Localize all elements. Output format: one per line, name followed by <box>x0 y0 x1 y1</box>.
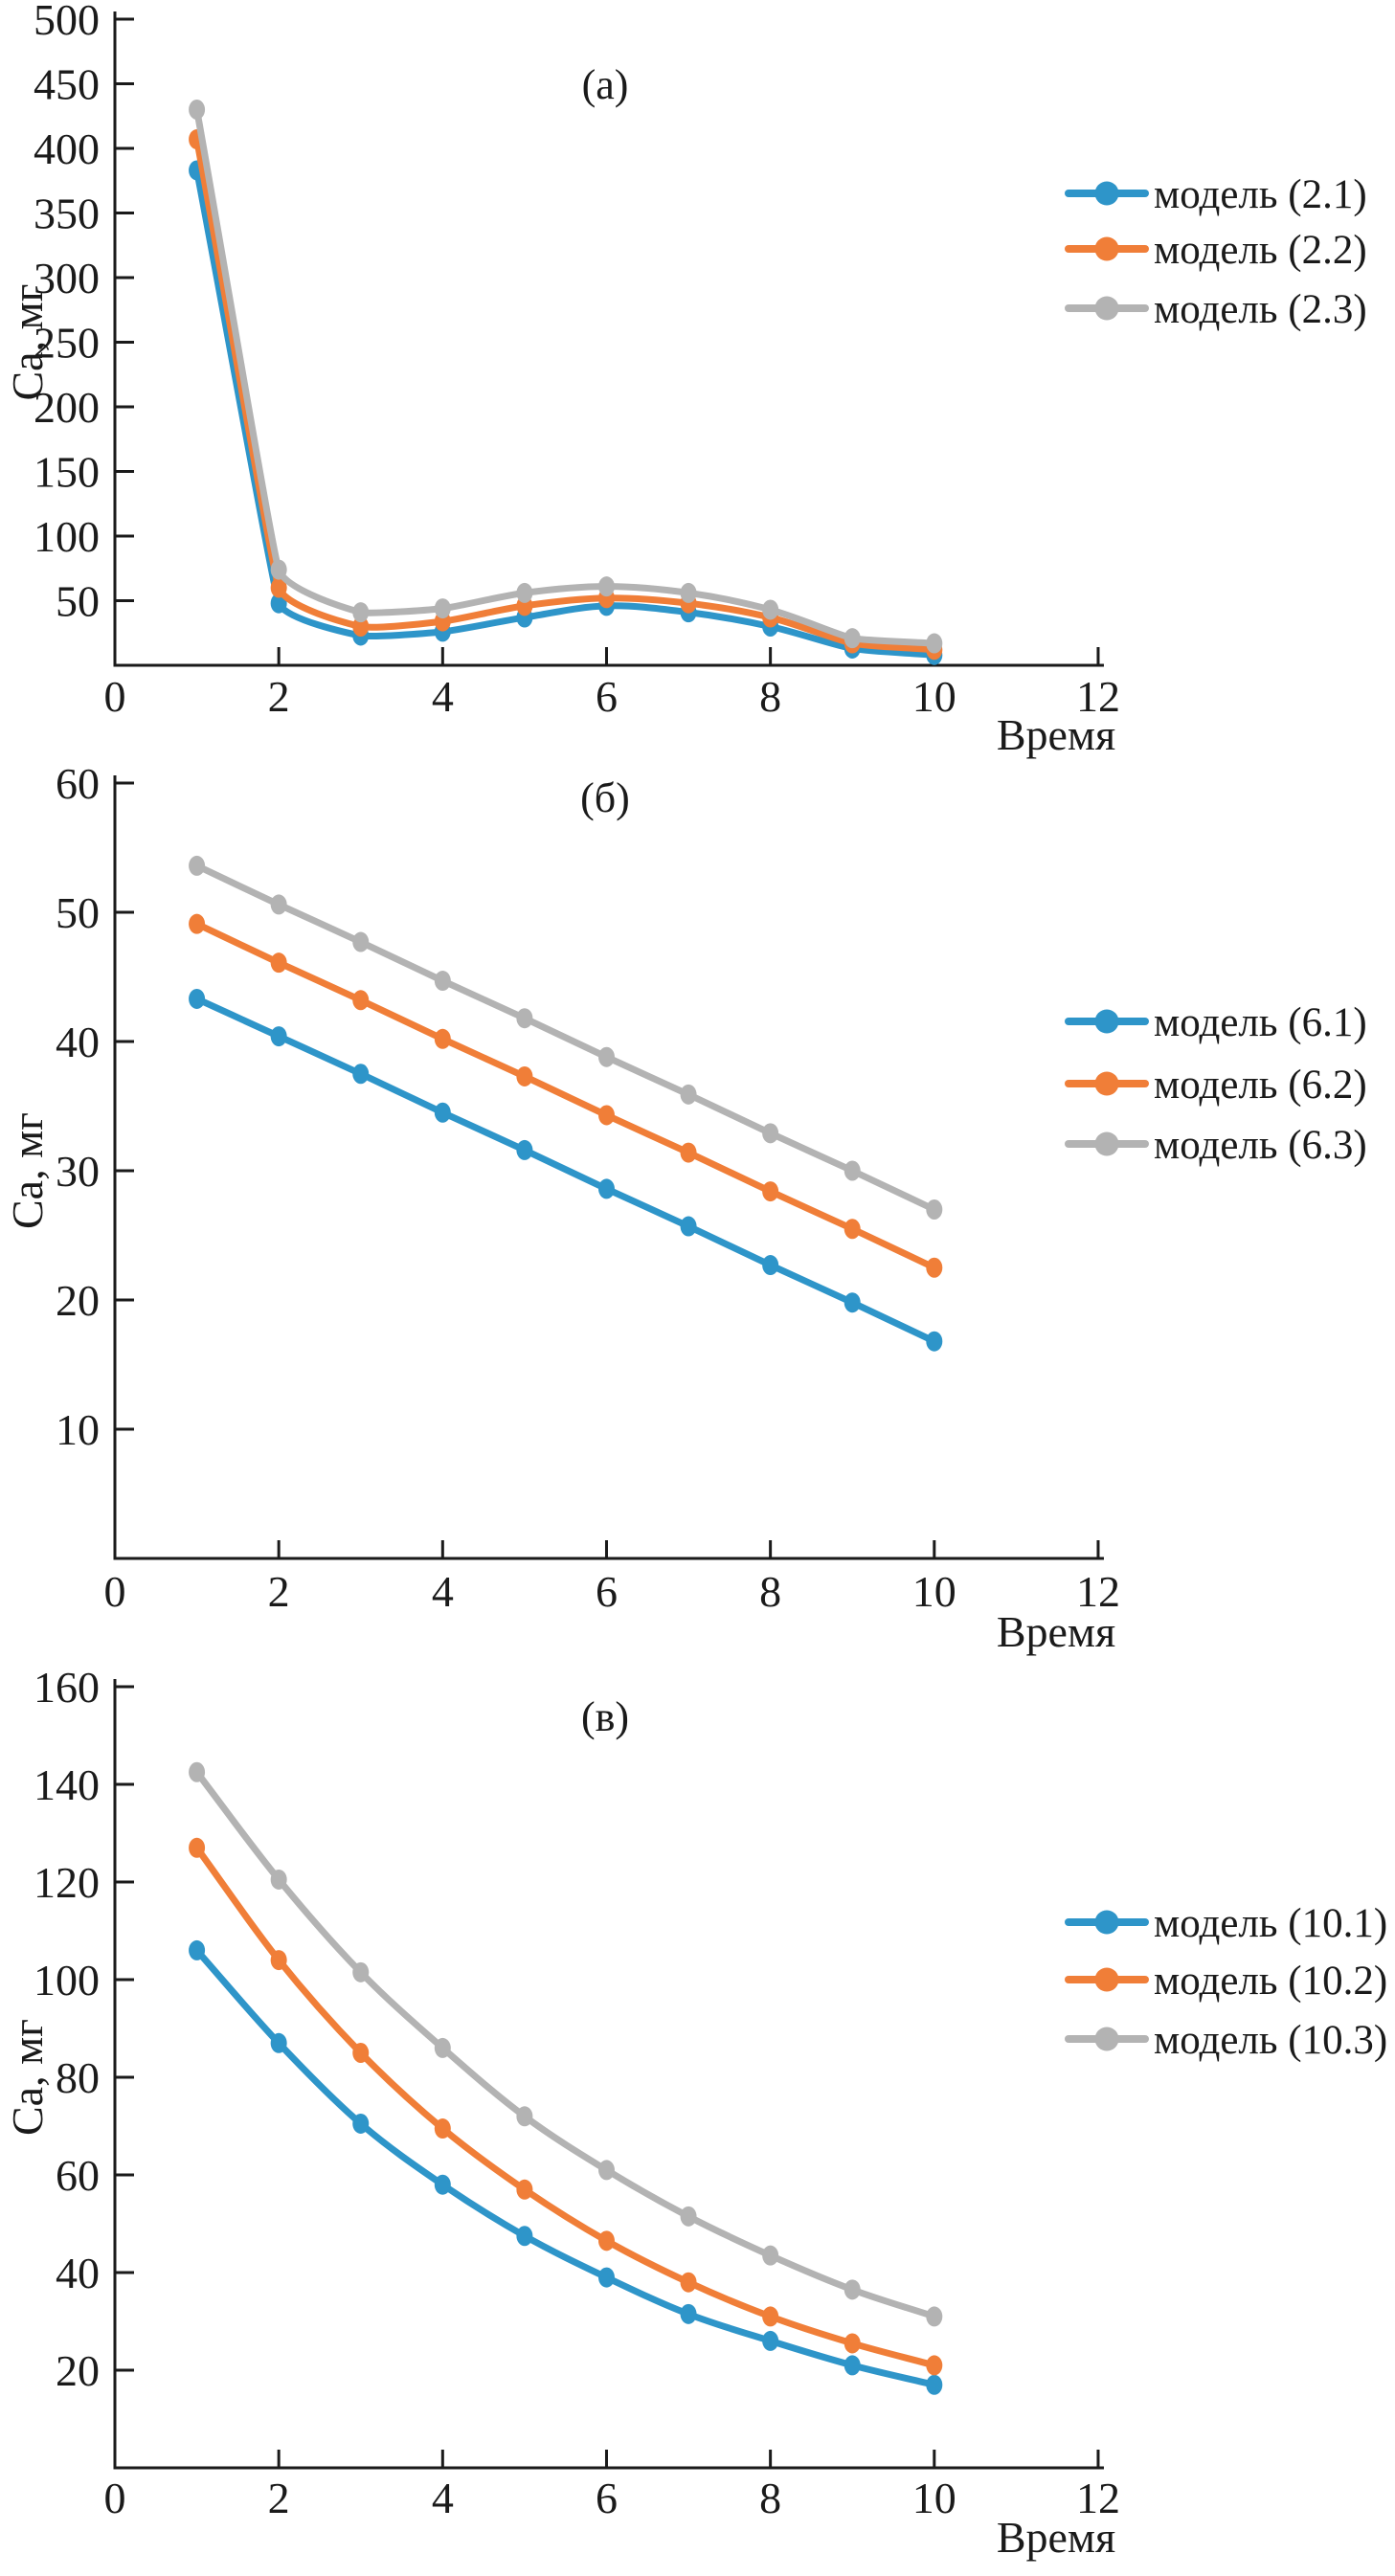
data-point <box>516 583 532 603</box>
data-point <box>189 856 205 876</box>
x-axis-tick-label: 6 <box>595 672 618 721</box>
panel-b-chart <box>0 766 1395 1656</box>
panel-b <box>0 766 1395 1656</box>
data-point <box>681 1143 697 1163</box>
data-point <box>926 634 942 654</box>
data-point <box>598 1105 615 1125</box>
data-point <box>271 1026 287 1046</box>
data-point <box>844 1219 861 1239</box>
data-point <box>435 598 451 618</box>
data-point <box>844 1292 861 1312</box>
y-axis-tick-label: 140 <box>34 1760 100 1810</box>
data-point <box>435 1029 451 1049</box>
y-axis-tick-label: 120 <box>34 1858 100 1908</box>
data-point <box>435 2038 451 2058</box>
series-line <box>197 170 934 655</box>
data-point <box>598 2268 615 2288</box>
data-point <box>598 1178 615 1198</box>
data-point <box>598 1047 615 1067</box>
data-point <box>189 914 205 934</box>
data-point <box>762 599 778 619</box>
x-axis-tick-label: 6 <box>595 2474 618 2522</box>
axes <box>115 775 1104 1558</box>
data-point <box>926 2375 942 2395</box>
x-axis-title: Время <box>996 710 1116 759</box>
panel-v-chart <box>0 1656 1395 2576</box>
x-axis-tick-label: 2 <box>267 2474 290 2522</box>
data-point <box>844 2333 861 2353</box>
data-point <box>926 1332 942 1352</box>
x-axis-tick-label: 8 <box>759 2474 782 2522</box>
data-point <box>598 576 615 596</box>
data-point <box>352 602 369 622</box>
data-point <box>271 1870 287 1890</box>
data-point <box>844 1161 861 1181</box>
y-axis-tick-label: 40 <box>56 1018 100 1067</box>
legend-marker-dot <box>1095 237 1119 261</box>
data-point <box>762 1123 778 1143</box>
y-axis-title: Са, мг <box>3 2018 52 2137</box>
data-point <box>271 1950 287 1970</box>
legend-marker-dot <box>1095 1911 1119 1935</box>
y-axis-tick-label: 100 <box>34 512 100 562</box>
legend-label: модель (6.3) <box>1154 1123 1367 1169</box>
x-axis-tick-label: 6 <box>595 1567 618 1616</box>
legend-marker-dot <box>1095 1010 1119 1034</box>
data-point <box>435 971 451 991</box>
panel-letter: (б) <box>580 774 630 821</box>
data-point <box>516 1008 532 1028</box>
data-point <box>189 100 205 120</box>
y-axis-tick-label: 50 <box>56 576 100 626</box>
x-axis-tick-label: 12 <box>1075 2474 1120 2522</box>
panel-letter: (а) <box>581 61 629 108</box>
y-axis-tick-label: 200 <box>34 383 100 433</box>
data-point <box>516 1066 532 1086</box>
y-axis-tick-label: 30 <box>56 1147 100 1197</box>
data-point <box>598 2160 615 2180</box>
data-point <box>926 2355 942 2375</box>
x-axis-tick-label: 0 <box>103 1567 126 1616</box>
data-point <box>762 1255 778 1275</box>
legend-label: модель (10.1) <box>1154 1901 1388 1947</box>
data-point <box>271 560 287 580</box>
x-axis-tick-label: 12 <box>1075 672 1120 721</box>
axes <box>115 11 1104 665</box>
y-axis-tick-label: 150 <box>34 447 100 497</box>
data-point <box>681 1085 697 1105</box>
legend-marker-dot <box>1095 297 1119 321</box>
series-line <box>197 924 934 1267</box>
legend-label: модель (2.2) <box>1154 228 1367 274</box>
y-axis-tick-label: 400 <box>34 124 100 174</box>
series-line <box>197 998 934 1341</box>
data-point <box>435 2175 451 2195</box>
x-axis-tick-label: 8 <box>759 672 782 721</box>
axes <box>115 1679 1104 2468</box>
y-axis-title: Са, мг <box>3 283 52 401</box>
y-axis-tick-label: 50 <box>56 888 100 938</box>
panel-v <box>0 1656 1395 2576</box>
series-line <box>197 110 934 644</box>
legend-label: модель (6.2) <box>1154 1063 1367 1109</box>
data-point <box>352 2114 369 2134</box>
x-axis-title: Время <box>996 2513 1116 2562</box>
data-point <box>762 1181 778 1201</box>
y-axis-tick-label: 160 <box>34 1663 100 1713</box>
y-axis-title: Са, мг <box>3 1111 52 1230</box>
data-point <box>189 1838 205 1858</box>
data-point <box>352 932 369 952</box>
data-point <box>681 2206 697 2227</box>
legend-marker-dot <box>1095 2027 1119 2051</box>
series-line <box>197 1848 934 2365</box>
y-axis-tick-label: 60 <box>56 766 100 809</box>
x-axis-tick-label: 0 <box>103 2474 126 2522</box>
x-axis-tick-label: 2 <box>267 1567 290 1616</box>
data-point <box>271 952 287 973</box>
data-point <box>681 1217 697 1237</box>
data-point <box>352 1962 369 1982</box>
y-axis-tick-label: 100 <box>34 1956 100 2005</box>
x-axis-tick-label: 0 <box>103 672 126 721</box>
data-point <box>844 2355 861 2375</box>
y-axis-tick-label: 10 <box>56 1405 100 1455</box>
legend-label: модель (10.3) <box>1154 2018 1388 2064</box>
data-point <box>926 1199 942 1220</box>
data-point <box>352 990 369 1010</box>
y-axis-tick-label: 40 <box>56 2249 100 2298</box>
y-axis-tick-label: 60 <box>56 2151 100 2201</box>
data-point <box>189 989 205 1009</box>
x-axis-tick-label: 12 <box>1075 1567 1120 1616</box>
data-point <box>189 1940 205 1960</box>
data-point <box>516 1140 532 1160</box>
data-point <box>681 2304 697 2324</box>
y-axis-tick-label: 350 <box>34 189 100 238</box>
data-point <box>516 2180 532 2200</box>
x-axis-tick-label: 4 <box>431 2474 454 2522</box>
data-point <box>516 2226 532 2246</box>
x-axis-title: Время <box>996 1607 1116 1656</box>
data-point <box>762 2246 778 2266</box>
panel-letter: (в) <box>580 1693 630 1740</box>
x-axis-tick-label: 8 <box>759 1567 782 1616</box>
y-axis-tick-label: 500 <box>34 0 100 45</box>
legend-label: модель (2.1) <box>1154 172 1367 218</box>
legend-marker-dot <box>1095 1132 1119 1156</box>
panel-a <box>0 0 1395 766</box>
data-point <box>681 2273 697 2293</box>
data-point <box>844 628 861 648</box>
data-point <box>926 2306 942 2326</box>
x-axis-tick-label: 10 <box>911 1567 956 1616</box>
series-line <box>197 865 934 1209</box>
data-point <box>762 2331 778 2351</box>
data-point <box>271 894 287 914</box>
legend-marker-dot <box>1095 1968 1119 1992</box>
data-point <box>435 2118 451 2139</box>
y-axis-tick-label: 450 <box>34 59 100 109</box>
data-point <box>271 2033 287 2053</box>
data-point <box>435 1103 451 1123</box>
y-axis-tick-label: 80 <box>56 2053 100 2103</box>
panel-a-chart <box>0 0 1395 766</box>
legend-label: модель (6.1) <box>1154 1000 1367 1046</box>
data-point <box>598 2230 615 2251</box>
data-point <box>926 1258 942 1278</box>
series-line <box>197 1950 934 2385</box>
series-line <box>197 1772 934 2317</box>
y-axis-tick-label: 250 <box>34 318 100 368</box>
y-axis-tick-label: 20 <box>56 1276 100 1326</box>
data-point <box>681 583 697 603</box>
series-line <box>197 140 934 650</box>
data-point <box>189 1762 205 1782</box>
x-axis-tick-label: 10 <box>911 672 956 721</box>
x-axis-tick-label: 10 <box>911 2474 956 2522</box>
x-axis-tick-label: 4 <box>431 672 454 721</box>
data-point <box>844 2279 861 2299</box>
data-point <box>762 2306 778 2326</box>
x-axis-tick-label: 2 <box>267 672 290 721</box>
legend-label: модель (10.2) <box>1154 1959 1388 2005</box>
y-axis-tick-label: 20 <box>56 2346 100 2396</box>
data-point <box>516 2106 532 2126</box>
data-point <box>352 2043 369 2063</box>
legend-marker-dot <box>1095 182 1119 206</box>
legend-label: модель (2.3) <box>1154 287 1367 333</box>
data-point <box>352 1064 369 1084</box>
x-axis-tick-label: 4 <box>431 1567 454 1616</box>
legend-marker-dot <box>1095 1072 1119 1096</box>
y-axis-tick-label: 300 <box>34 254 100 303</box>
